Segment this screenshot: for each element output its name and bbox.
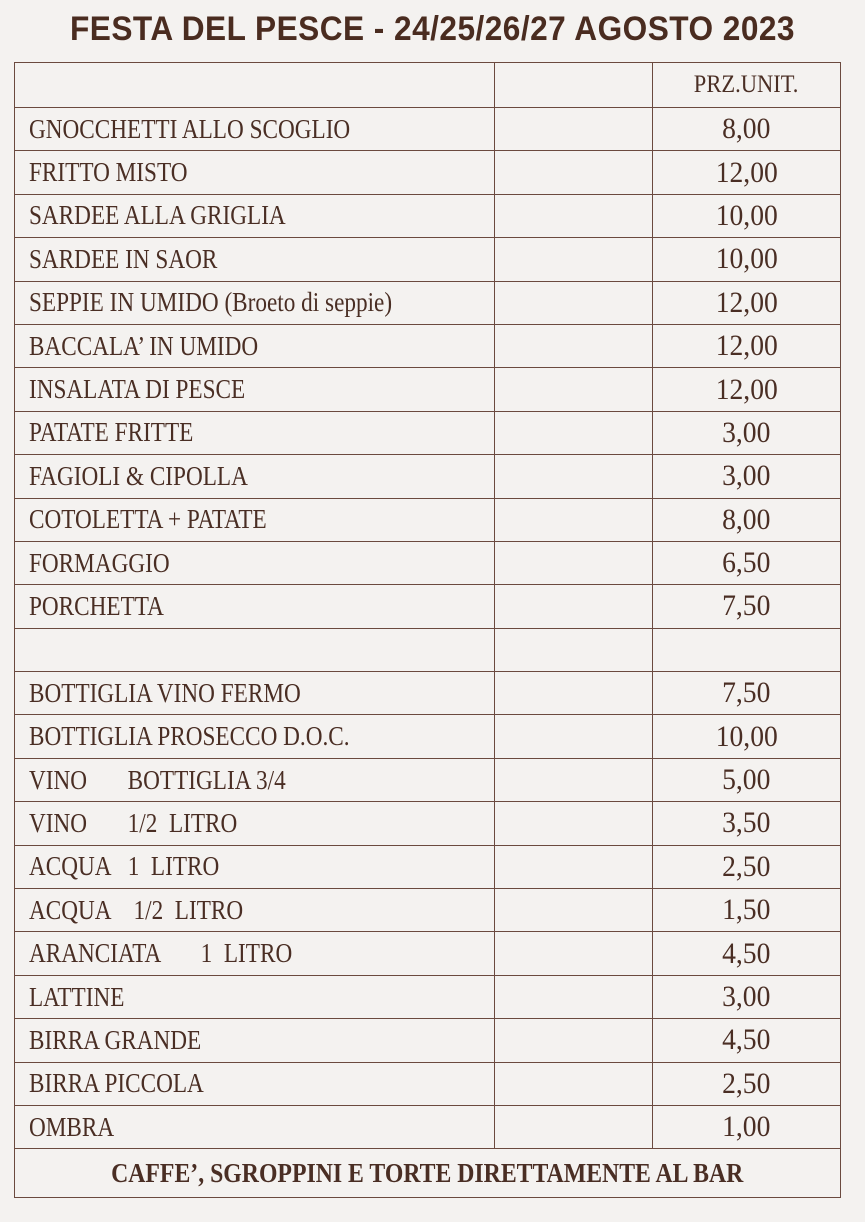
menu-row: [15, 889, 841, 932]
menu-row: [15, 498, 841, 541]
item-middle-cell: [495, 194, 653, 237]
item-price-cell: [653, 845, 841, 888]
item-name-cell: [15, 238, 495, 281]
item-name-cell: [15, 498, 495, 541]
item-price-cell: [653, 758, 841, 801]
item-price-cell: [653, 411, 841, 454]
item-price-cell: [653, 715, 841, 758]
footer-row: [15, 1149, 841, 1198]
page-title: FESTA DEL PESCE - 24/25/26/27 AGOSTO 2023: [70, 10, 795, 48]
item-name-cell: [15, 758, 495, 801]
footer-cell: [15, 1149, 841, 1198]
item-name-cell: [15, 151, 495, 194]
header-middle-cell: [495, 63, 653, 108]
menu-row: [15, 715, 841, 758]
menu-row: [15, 1062, 841, 1105]
item-name-cell: [15, 194, 495, 237]
menu-row: [15, 1105, 841, 1148]
item-name: GNOCCHETTI ALLO SCOGLIO: [29, 113, 351, 144]
item-name: COTOLETTA + PATATE: [29, 504, 267, 535]
footer-note: CAFFE’, SGROPPINI E TORTE DIRETTAMENTE AL BAR: [111, 1157, 744, 1188]
item-price: 1,00: [722, 1110, 771, 1144]
item-middle-cell: [495, 368, 653, 411]
item-price: 4,50: [722, 1023, 771, 1057]
item-name: ACQUA 1 LITRO: [29, 851, 220, 882]
item-middle-cell: [495, 585, 653, 628]
item-middle-cell: [495, 1105, 653, 1148]
item-price-cell: [653, 541, 841, 584]
item-price: 6,50: [722, 546, 771, 580]
item-name-cell: [15, 975, 495, 1018]
item-name-cell: [15, 628, 495, 671]
menu-row: [15, 585, 841, 628]
item-price-cell: [653, 628, 841, 671]
item-name: LATTINE: [29, 981, 125, 1012]
item-name-cell: [15, 411, 495, 454]
item-price: 3,00: [722, 459, 771, 493]
menu-row: [15, 758, 841, 801]
item-price: 3,00: [722, 980, 771, 1013]
item-name-cell: [15, 324, 495, 367]
item-name-cell: [15, 541, 495, 584]
item-middle-cell: [495, 281, 653, 324]
item-price-cell: [653, 368, 841, 411]
item-price-cell: [653, 1019, 841, 1062]
item-name: FAGIOLI & CIPOLLA: [29, 460, 248, 491]
item-price: 10,00: [715, 719, 778, 753]
item-price-cell: [653, 281, 841, 324]
item-price: 10,00: [715, 198, 778, 232]
item-name: PORCHETTA: [29, 590, 164, 621]
item-price: 2,50: [722, 1066, 771, 1100]
item-price: 12,00: [715, 329, 778, 363]
item-middle-cell: [495, 455, 653, 498]
item-price-cell: [653, 194, 841, 237]
item-name: SARDEE ALLA GRIGLIA: [29, 200, 286, 231]
item-name-cell: [15, 932, 495, 975]
item-price: 12,00: [715, 155, 778, 189]
item-name: FRITTO MISTO: [29, 157, 188, 188]
price-table: [14, 62, 841, 1198]
item-price-cell: [653, 585, 841, 628]
item-price: 10,00: [715, 242, 778, 276]
item-name: BIRRA GRANDE: [29, 1024, 202, 1055]
item-middle-cell: [495, 151, 653, 194]
menu-row: [15, 238, 841, 281]
item-price-cell: [653, 108, 841, 151]
menu-row: [15, 455, 841, 498]
menu-row: [15, 541, 841, 584]
item-middle-cell: [495, 758, 653, 801]
item-name: PATATE FRITTE: [29, 417, 194, 448]
item-name-cell: [15, 802, 495, 845]
menu-row: [15, 802, 841, 845]
item-price-cell: [653, 802, 841, 845]
item-name-cell: [15, 715, 495, 758]
item-middle-cell: [495, 498, 653, 541]
item-name: VINO 1/2 LITRO: [29, 807, 238, 838]
item-name: SEPPIE IN UMIDO (Broeto di seppie): [29, 287, 393, 318]
item-name: BOTTIGLIA PROSECCO D.O.C.: [29, 721, 350, 752]
item-middle-cell: [495, 845, 653, 888]
item-name: ACQUA 1/2 LITRO: [29, 894, 244, 925]
item-name-cell: [15, 1062, 495, 1105]
item-price: 1,50: [722, 893, 771, 927]
item-price: 7,50: [722, 676, 771, 710]
header-name-cell: [15, 63, 495, 108]
menu-row: [15, 368, 841, 411]
item-name: FORMAGGIO: [29, 547, 170, 578]
item-price-cell: [653, 151, 841, 194]
item-price: 12,00: [715, 372, 778, 406]
item-price: 5,00: [722, 763, 771, 797]
menu-row: [15, 411, 841, 454]
item-price: 2,50: [722, 849, 771, 883]
item-middle-cell: [495, 324, 653, 367]
item-name: OMBRA: [29, 1111, 115, 1142]
item-middle-cell: [495, 628, 653, 671]
menu-row: [15, 194, 841, 237]
menu-row: [15, 324, 841, 367]
menu-row: [15, 845, 841, 888]
menu-row: [15, 281, 841, 324]
item-name: INSALATA DI PESCE: [29, 374, 246, 405]
header-price-cell: [653, 63, 841, 108]
item-name: VINO BOTTIGLIA 3/4: [29, 764, 286, 795]
item-price-cell: [653, 324, 841, 367]
item-name-cell: [15, 281, 495, 324]
item-middle-cell: [495, 802, 653, 845]
item-price-cell: [653, 238, 841, 281]
price-column-header: PRZ.UNIT.: [694, 71, 799, 98]
item-middle-cell: [495, 1062, 653, 1105]
item-name-cell: [15, 1019, 495, 1062]
item-name-cell: [15, 455, 495, 498]
item-name-cell: [15, 368, 495, 411]
menu-row: [15, 672, 841, 715]
item-name-cell: [15, 672, 495, 715]
item-price-cell: [653, 498, 841, 541]
item-middle-cell: [495, 108, 653, 151]
item-price-cell: [653, 975, 841, 1018]
item-middle-cell: [495, 672, 653, 715]
item-price: 8,00: [722, 502, 771, 536]
menu-row: [15, 932, 841, 975]
menu-row-spacer: [15, 628, 841, 671]
item-price: 3,50: [722, 806, 771, 840]
item-price-cell: [653, 889, 841, 932]
item-middle-cell: [495, 889, 653, 932]
menu-row: [15, 975, 841, 1018]
item-name-cell: [15, 889, 495, 932]
item-name-cell: [15, 108, 495, 151]
table-header-row: [15, 63, 841, 108]
item-price: 12,00: [715, 285, 778, 319]
item-name: ARANCIATA 1 LITRO: [29, 938, 293, 969]
item-name-cell: [15, 845, 495, 888]
item-price: 7,50: [722, 589, 771, 623]
menu-row: [15, 108, 841, 151]
item-name: BACCALA’ IN UMIDO: [29, 330, 259, 361]
item-price-cell: [653, 672, 841, 715]
item-price: 3,00: [722, 415, 771, 449]
item-name: BIRRA PICCOLA: [29, 1068, 204, 1099]
item-name: SARDEE IN SAOR: [29, 243, 218, 274]
item-price: 4,50: [722, 936, 771, 970]
item-price-cell: [653, 932, 841, 975]
item-middle-cell: [495, 715, 653, 758]
item-name-cell: [15, 1105, 495, 1148]
item-price-cell: [653, 1105, 841, 1148]
item-middle-cell: [495, 238, 653, 281]
item-price-cell: [653, 455, 841, 498]
item-price-cell: [653, 1062, 841, 1105]
item-name-cell: [15, 585, 495, 628]
item-price: 8,00: [722, 112, 771, 146]
item-middle-cell: [495, 975, 653, 1018]
item-middle-cell: [495, 541, 653, 584]
menu-row: [15, 151, 841, 194]
item-middle-cell: [495, 932, 653, 975]
item-middle-cell: [495, 411, 653, 454]
item-middle-cell: [495, 1019, 653, 1062]
item-name: BOTTIGLIA VINO FERMO: [29, 677, 301, 708]
menu-row: [15, 1019, 841, 1062]
